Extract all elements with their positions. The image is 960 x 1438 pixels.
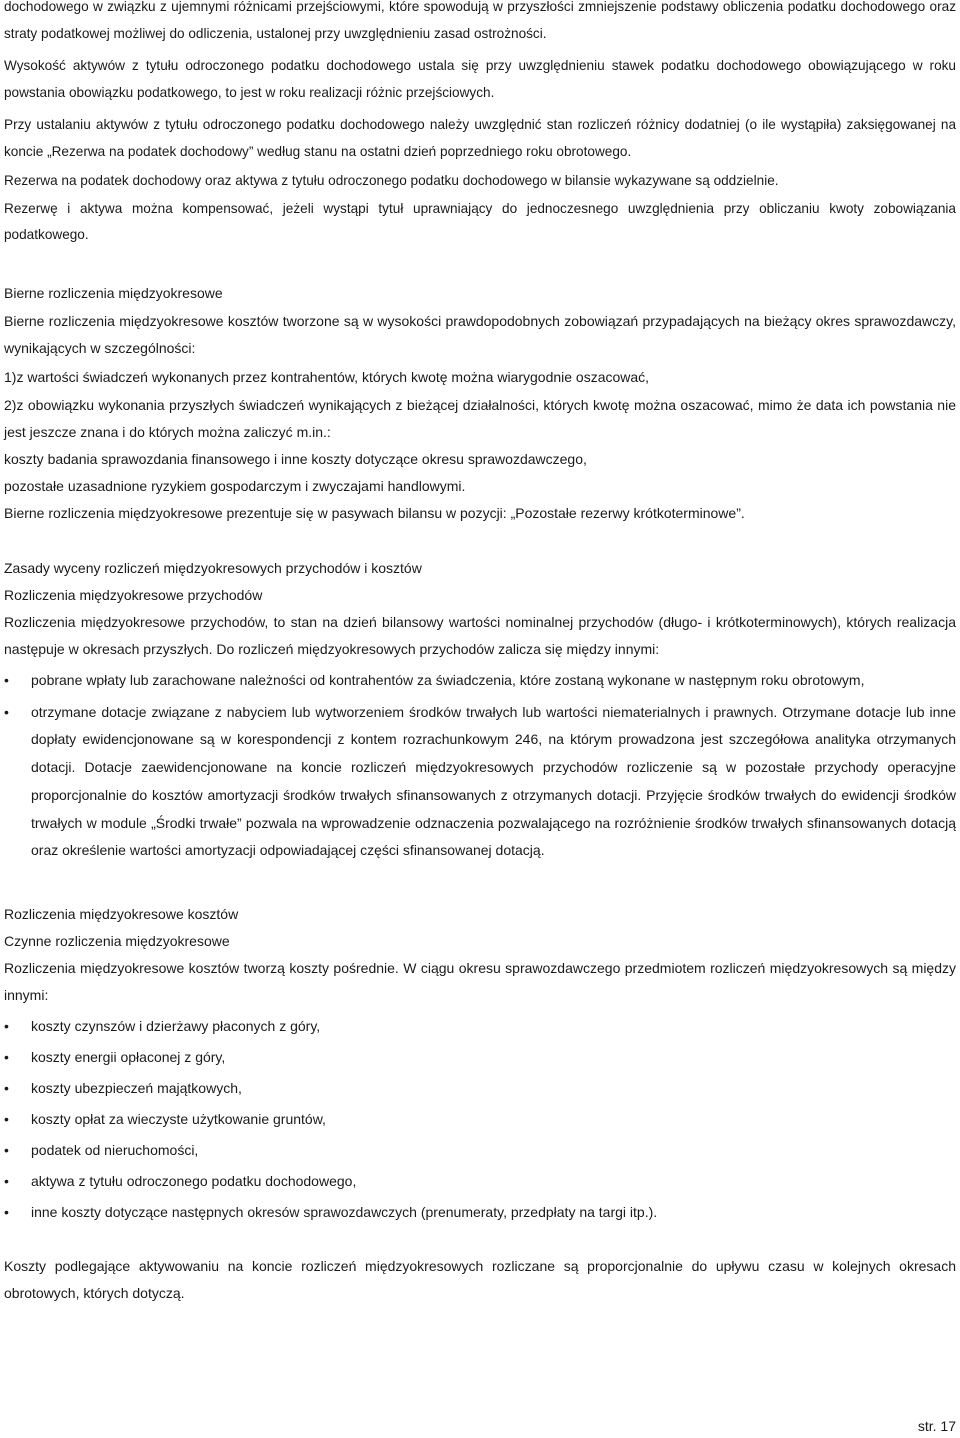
list-item (4, 1166, 956, 1197)
bierne-paragraph-2: 1)z wartości świadczeń wykonanych przez kontrahentów, których kwotę można wiarygodnie oszacować, (4, 368, 650, 385)
bullet-icon: • (4, 1142, 9, 1159)
zasady-paragraph-1: Rozliczenia międzyokresowe przychodów, to stan na dzień bilansowy wartości nominalnej przychodów (długo- i krótkoterminowych), których realizacja następuje w okresach przyszłych. Do rozliczeń międzyokresowych przychodów zalicza się między innymi: (4, 613, 956, 657)
list-item (4, 1073, 956, 1104)
section-heading: Zasady wyceny rozliczeń międzyokresowych przychodów i kosztów (4, 559, 422, 576)
bullet-icon: • (4, 1049, 9, 1066)
list-item-text: otrzymane dotacje związane z nabyciem lub wytworzeniem środków trwałych lub wartości niematerialnych i prawnych. Otrzymane dotacje lub inne dopłaty ewidencjonowane są w korespondencji z kontem rozrachunkowym 246, na którym prowadzona jest szczegółowa analityka otrzymanych dotacji. Dotacje zaewidencjonowane na koncie rozliczeń międzyokresowych przychodów rozliczenie są w pozostałe przychody operacyjne proporcjonalnie do kosztów amortyzacji środków trwałych sfinansowanych z otrzymanych dotacji. Przyjęcie środków trwałych do ewidencji środków trwałych w module „Środki trwałe” pozwala na wprowadzenie odznaczenia pozwalającego na rozróżnienie środków trwałych sfinansowanych dotacją oraz określenie wartości amortyzacji odpowiadającej części sfinansowanej dotacją. (31, 703, 956, 859)
bullet-icon: • (4, 703, 9, 720)
koszty-bullet-list (4, 1011, 956, 1228)
koszty-section (4, 901, 956, 1307)
koszty-paragraph-2: Koszty podlegające aktywowaniu na koncie rozliczeń międzyokresowych rozliczane są proporcjonalnie do upływu czasu w kolejnych okresach obrotowych, których dotyczą. (4, 1258, 956, 1302)
intro-paragraph-5: Rezerwę i aktywa można kompensować, jeżeli wystąpi tytuł uprawniający do jednoczesnego uwzględnienia przy obliczaniu kwoty zobowiązania podatkowego. (4, 200, 956, 242)
subsection-heading: Rozliczenia międzyokresowe przychodów (4, 586, 263, 603)
list-item-text: pobrane wpłaty lub zarachowane należności od kontrahentów za świadczenia, które zostaną wykonane w następnym roku obrotowym, (31, 671, 865, 688)
intro-paragraph-4: Rezerwa na podatek dochodowy oraz aktywa z tytułu odroczonego podatku dochodowego w bilansie wykazywane są oddzielnie. (4, 173, 779, 188)
intro-paragraph-3: Przy ustalaniu aktywów z tytułu odroczonego podatku dochodowego należy uwzględnić stan rozliczeń różnicy dodatniej (o ile wystąpiła) zaksięgowanej na koncie „Rezerwa na podatek dochodowy” według stanu na ostatni dzień poprzedniego roku obrotowego. (4, 117, 956, 159)
list-item (4, 699, 956, 866)
list-item-text: koszty czynszów i dzierżawy płaconych z góry, (31, 1018, 321, 1035)
list-item (4, 1011, 956, 1042)
list-item-text: koszty energii opłaconej z góry, (31, 1049, 226, 1066)
intro-section (4, 0, 956, 249)
bullet-icon: • (4, 1080, 9, 1097)
list-item-text: koszty ubezpieczeń majątkowych, (31, 1080, 242, 1097)
bierne-paragraph-5: pozostałe uzasadnione ryzykiem gospodarczym i zwyczajami handlowymi. (4, 477, 466, 494)
list-item (4, 1135, 956, 1166)
bierne-paragraph-3: 2)z obowiązku wykonania przyszłych świadczeń wynikających z bieżącej działalności, których kwotę można oszacować, mimo że data ich powstania nie jest jeszcze znana i do których można zaliczyć m.in.: (4, 396, 956, 440)
bullet-icon: • (4, 1018, 9, 1035)
page-number: str. 17 (917, 1418, 956, 1434)
bierne-paragraph-4: koszty badania sprawozdania finansowego i inne koszty dotyczące okresu sprawozdawczego, (4, 450, 587, 467)
section-heading: Bierne rozliczenia międzyokresowe (4, 284, 223, 301)
list-item (4, 1197, 956, 1228)
bierne-section (4, 280, 956, 527)
intro-paragraph-1: dochodowego w związku z ujemnymi różnicami przejściowymi, które spowodują w przyszłości zmniejszenie podstawy obliczenia podatku dochodowego oraz straty podatkowej możliwej do odliczenia, ustalonej przy uwzględnieniu zasad ostrożności. (4, 0, 956, 41)
list-item-text: inne koszty dotyczące następnych okresów sprawozdawczych (prenumeraty, przedpłaty na targi itp.). (31, 1204, 658, 1221)
intro-paragraph-2: Wysokość aktywów z tytułu odroczonego podatku dochodowego ustala się przy uwzględnieniu stawek podatku dochodowego obowiązującego w roku powstania obowiązku podatkowego, to jest w roku realizacji różnic przejściowych. (4, 58, 956, 100)
zasady-bullet-list (4, 667, 956, 866)
list-item (4, 1042, 956, 1073)
document-page (4, 0, 956, 1307)
bullet-icon: • (4, 1173, 9, 1190)
list-item (4, 667, 956, 694)
zasady-section (4, 555, 956, 866)
list-item (4, 1104, 956, 1135)
koszty-paragraph-1: Rozliczenia międzyokresowe kosztów tworzą koszty pośrednie. W ciągu okresu sprawozdawczego przedmiotem rozliczeń międzyokresowych są między innymi: (4, 960, 956, 1004)
list-item-text: podatek od nieruchomości, (31, 1142, 199, 1159)
bierne-paragraph-1: Bierne rozliczenia międzyokresowe kosztów tworzone są w wysokości prawdopodobnych zobowiązań przypadających na bieżący okres sprawozdawczy, wynikających w szczególności: (4, 312, 956, 356)
bullet-icon: • (4, 1204, 9, 1221)
list-item-text: koszty opłat za wieczyste użytkowanie gruntów, (31, 1111, 326, 1128)
section-heading: Rozliczenia międzyokresowe kosztów (4, 906, 239, 923)
bullet-icon: • (4, 1111, 9, 1128)
bierne-paragraph-6: Bierne rozliczenia międzyokresowe prezentuje się w pasywach bilansu w pozycji: „Pozostałe rezerwy krótkoterminowe”. (4, 504, 745, 521)
bullet-icon: • (4, 671, 9, 688)
subsection-heading: Czynne rozliczenia międzyokresowe (4, 933, 230, 950)
list-item-text: aktywa z tytułu odroczonego podatku dochodowego, (31, 1173, 357, 1190)
